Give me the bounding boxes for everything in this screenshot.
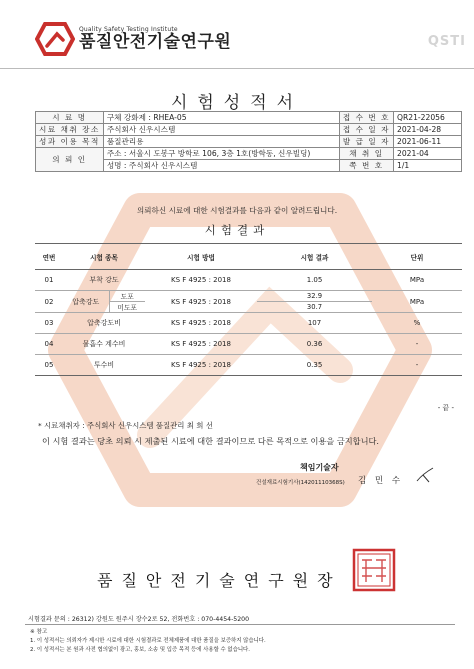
table-row <box>35 355 462 376</box>
row-result: 30.7 <box>257 302 372 313</box>
usage-note: 이 시험 결과는 당초 의뢰 시 제출된 시료에 대한 결과이므로 다른 목적으로 이용을 금지합니다. <box>42 436 379 446</box>
row-result: 1.05 <box>257 270 372 291</box>
results-table <box>35 243 462 376</box>
institute-emblem-icon <box>35 22 75 56</box>
row-method: KS F 4925 : 2018 <box>145 313 257 334</box>
footer-divider <box>25 624 455 625</box>
header-no: 연번 <box>35 244 63 270</box>
row-unit: MPa <box>372 291 462 313</box>
table-row <box>35 291 462 302</box>
row-result: 32.9 <box>257 291 372 302</box>
institute-logo <box>35 22 231 56</box>
manager-name: 김 민 수 <box>358 476 404 486</box>
receipt-no-value: QR21-22056 <box>394 112 462 124</box>
institute-director-name: 품질안전기술연구원장 <box>97 571 342 590</box>
footer-note-1: 1. 이 성적서는 의뢰자가 제시한 시료에 대한 시험결과로 전체제품에 대한 품질을 보증하지 않습니다. <box>30 638 266 644</box>
row-result: 0.35 <box>257 355 372 376</box>
collection-place-value: 주식회사 신우시스템 <box>103 124 339 136</box>
sample-info-table <box>35 111 462 172</box>
collection-date-label: 채 취 일 <box>339 148 393 160</box>
row-no: 05 <box>35 355 63 376</box>
table-row <box>35 313 462 334</box>
row-method: KS F 4925 : 2018 <box>145 334 257 355</box>
row-subitem: 도포 <box>109 291 145 302</box>
logo-english-name: Quality Safety Testing Institute <box>79 26 178 33</box>
row-method: KS F 4925 : 2018 <box>145 355 257 376</box>
row-method: KS F 4925 : 2018 <box>145 291 257 313</box>
row-item: 물흡수 계수비 <box>63 334 145 355</box>
results-title: 시험결과 <box>204 223 270 237</box>
signature-mark <box>414 466 436 484</box>
official-seal <box>352 548 396 592</box>
manager-license: 건설재료시험기사(14201110368S) <box>256 480 345 486</box>
header-item: 시험 종목 <box>63 244 145 270</box>
header-result: 시험 결과 <box>257 244 372 270</box>
results-header-row <box>35 244 462 270</box>
issue-date-label: 발 급 일 자 <box>339 136 393 148</box>
row-unit: MPa <box>372 270 462 291</box>
header-method: 시험 방법 <box>145 244 257 270</box>
row-subitem: 미도포 <box>109 302 145 313</box>
row-unit: - <box>372 355 462 376</box>
collection-date-value: 2021-04 <box>394 148 462 160</box>
collection-place-label: 시료 채취 장소 <box>36 124 104 136</box>
notice-text: 의뢰하신 시료에 대한 시험결과를 다음과 같이 알려드립니다. <box>136 206 338 215</box>
page-no-value: 1/1 <box>394 160 462 172</box>
receipt-date-label: 접 수 일 자 <box>339 124 393 136</box>
end-mark: - 끝 - <box>437 404 454 412</box>
sample-name-label: 시 료 명 <box>36 112 104 124</box>
footer-contact: 시험결과 문의 : 26312) 강원도 원주시 장수2로 52, 전화번호 : 070-4454-5200 <box>28 616 250 623</box>
footer-note-2: 2. 이 성적서는 본 원과 사전 협의없이 광고, 홍보, 소송 및 입증 목적 등에 사용할 수 없습니다. <box>30 647 250 653</box>
row-result: 0.36 <box>257 334 372 355</box>
document-title: 시험성적서 <box>170 93 304 113</box>
client-name: 성명 : 주식회사 신우시스템 <box>103 160 339 172</box>
page-no-label: 쪽 번 호 <box>339 160 393 172</box>
table-row <box>35 270 462 291</box>
row-no: 01 <box>35 270 63 291</box>
qsti-badge: QSTI <box>427 34 466 49</box>
client-label: 의 뢰 인 <box>36 148 104 172</box>
row-no: 02 <box>35 291 63 313</box>
row-item: 투수비 <box>63 355 145 376</box>
purpose-value: 품질관리용 <box>103 136 339 148</box>
header-unit: 단위 <box>372 244 462 270</box>
table-row <box>35 334 462 355</box>
row-item: 압축강도 <box>63 291 109 313</box>
row-method: KS F 4925 : 2018 <box>145 270 257 291</box>
issue-date-value: 2021-06-11 <box>394 136 462 148</box>
sample-name-value: 구체 강화제 : RHEA-05 <box>103 112 339 124</box>
header-divider <box>0 68 474 69</box>
row-item: 압축강도비 <box>63 313 145 334</box>
row-result: 107 <box>257 313 372 334</box>
purpose-label: 성과 이용 목적 <box>36 136 104 148</box>
row-no: 03 <box>35 313 63 334</box>
sampler-note: * 시료채취자 : 주식회사 신우시스템 품질관리 최 희 선 <box>38 421 213 430</box>
row-no: 04 <box>35 334 63 355</box>
client-address: 주소 : 서울시 도봉구 방학로 106, 3층 1호(방학동, 신우빌딩) <box>103 148 339 160</box>
footer-note-label: ※ 참고 <box>30 629 48 635</box>
logo-korean-name: 품질안전기술연구원 <box>79 32 232 52</box>
row-unit: % <box>372 313 462 334</box>
receipt-no-label: 접 수 번 호 <box>339 112 393 124</box>
manager-title: 책임기술자 <box>300 463 339 472</box>
receipt-date-value: 2021-04-28 <box>394 124 462 136</box>
row-item: 부착 강도 <box>63 270 145 291</box>
row-unit: - <box>372 334 462 355</box>
